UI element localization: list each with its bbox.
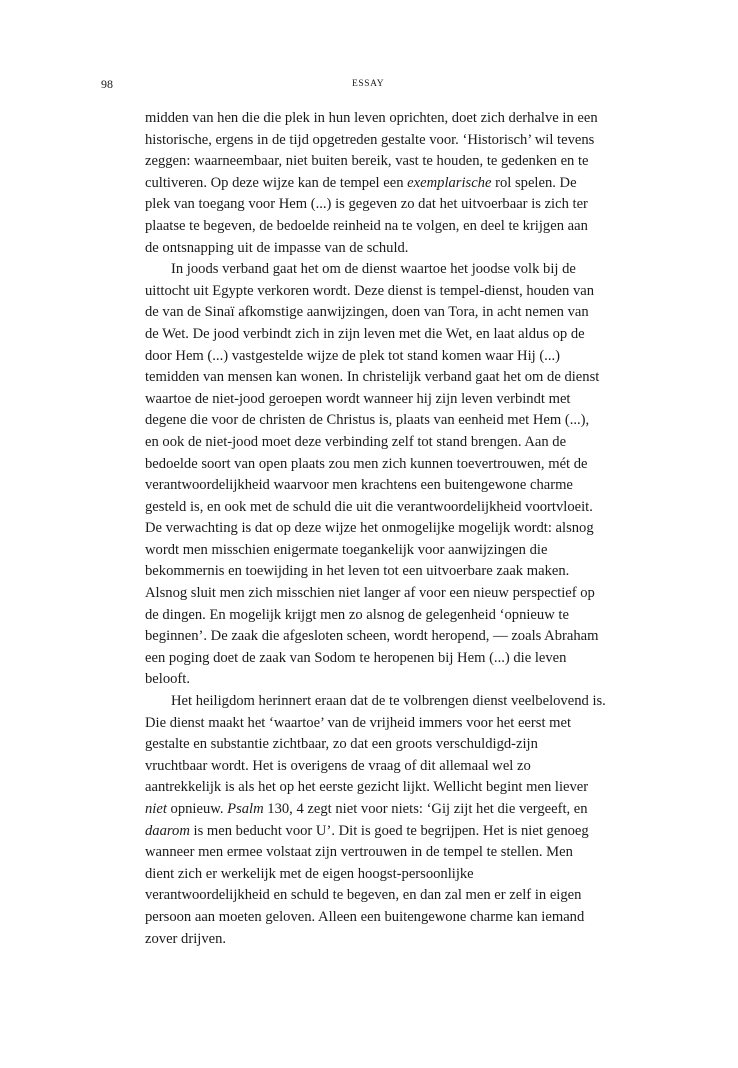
text-line: wanneer men ermee volstaat zijn vertrouwen in de tempel te stellen. Men: [145, 844, 573, 861]
emphasis: exemplarische: [407, 174, 492, 191]
text-line: bekommernis en toewijding in het leven tot een uitvoerbare zaak maken.: [145, 563, 570, 580]
text-line: verantwoordelijkheid en schuld te begeven, en dan zal men er zelf in eigen: [145, 887, 582, 904]
text-line: de Wet. De jood verbindt zich in zijn leven met die Wet, en laat aldus op de: [145, 325, 585, 342]
text-line: uittocht uit Egypte verkoren wordt. Deze dienst is tempel-dienst, houden van: [145, 282, 595, 299]
text-line: beginnen’. De zaak die afgesloten scheen, wordt heropend, — zoals Abraham: [145, 628, 599, 645]
text-line: niet opnieuw. Psalm 130, 4 zegt niet voor niets: ‘Gij zijt het die vergeeft, en: [145, 801, 588, 817]
body-text: [145, 108, 655, 950]
text-line: zover drijven.: [145, 930, 227, 947]
text-line: verantwoordelijkheid waarvoor men krachtens een buitengewone charme: [145, 477, 573, 494]
text-line: de ontsnapping uit de impasse van de schuld.: [145, 239, 409, 256]
text-line: Alsnog sluit men zich misschien niet langer af voor een nieuw perspectief op: [145, 585, 595, 602]
text-line: de dingen. En mogelijk krijgt men zo alsnog de gelegenheid ‘opnieuw te: [145, 606, 569, 623]
text-line: wordt men misschien enigermate toegankelijk voor aanwijzingen die: [145, 541, 548, 558]
text-line: een poging doet de zaak van Sodom te heropenen bij Hem (...) die leven: [145, 649, 567, 666]
text-line: temidden van mensen kan wonen. In christelijk verband gaat het om de dienst: [145, 369, 600, 386]
text-line: midden van hen die die plek in hun leven oprichten, doet zich derhalve in een: [145, 110, 598, 126]
text-line: Die dienst maakt het ‘waartoe’ van de vrijheid immers voor het eerst met: [145, 714, 572, 731]
emphasis: Psalm: [227, 801, 264, 817]
text-line: aantrekkelijk is als het op het eerste gezicht lijkt. Wellicht begint men liever: [145, 779, 589, 796]
text-line: dient zich er werkelijk met de eigen hoogst-persoonlijke: [145, 865, 474, 882]
paragraph-start-line: Het heiligdom herinnert eraan dat de te volbrengen dienst veelbelovend is.: [171, 693, 606, 710]
text-line: vruchtbaar wordt. Het is overigens de vraag of dit allemaal wel zo: [145, 757, 531, 774]
text-line: plek van toegang voor Hem (...) is gegeven zo dat het uitvoerbaar is zich ter: [145, 196, 588, 213]
text-line: historische, ergens in de tijd opgetreden gestalte voor. ‘Historisch’ wil tevens: [145, 131, 595, 148]
text-line: bedoelde soort van open plaats zou men zich kunnen toevertrouwen, mét de: [145, 455, 588, 472]
page-number: 98: [101, 77, 113, 91]
text-line: gesteld is, en ook met de schuld die uit die verantwoordelijkheid voortvloeit.: [145, 498, 593, 515]
text-line: plaatse te begeven, de bedoelde reinheid na te volgen, en deel te krijgen aan: [145, 217, 588, 234]
running-head: ESSAY: [352, 79, 385, 89]
text-line: De verwachting is dat op deze wijze het onmogelijke mogelijk wordt: alsnog: [145, 520, 594, 537]
text-line: en ook de niet-jood moet deze verbinding zelf tot stand brengen. Aan de: [145, 433, 567, 450]
text-line: daarom is men beducht voor U’. Dit is goed te begrijpen. Het is niet genoeg: [145, 822, 589, 839]
emphasis: daarom: [145, 822, 190, 839]
text-line: degene die voor de christen de Christus is, plaats van eenheid met Hem (...),: [145, 412, 590, 429]
text-line: belooft.: [145, 671, 190, 688]
text-line: door Hem (...) vastgestelde wijze de plek tot stand komen waar Hij (...): [145, 347, 560, 364]
paragraph-start-line: In joods verband gaat het om de dienst waartoe het joodse volk bij de: [171, 261, 576, 278]
text-line: persoon aan moeten geloven. Alleen een buitengewone charme kan iemand: [145, 908, 585, 925]
emphasis: niet: [145, 801, 167, 817]
text-line: zeggen: waarneembaar, niet buiten bereik, vast te houden, te gedenken en te: [145, 153, 589, 170]
text-line: de van de Sinaï afkomstige aanwijzingen, doen van Tora, in acht nemen van: [145, 304, 589, 321]
text-line: gestalte en substantie zichtbaar, zo dat een groots verschuldigd-zijn: [145, 736, 538, 753]
text-line: waartoe de niet-jood geroepen wordt wanneer hij zijn leven verbindt met: [145, 390, 571, 407]
text-line: cultiveren. Op deze wijze kan de tempel een exemplarische rol spelen. De: [145, 174, 577, 191]
